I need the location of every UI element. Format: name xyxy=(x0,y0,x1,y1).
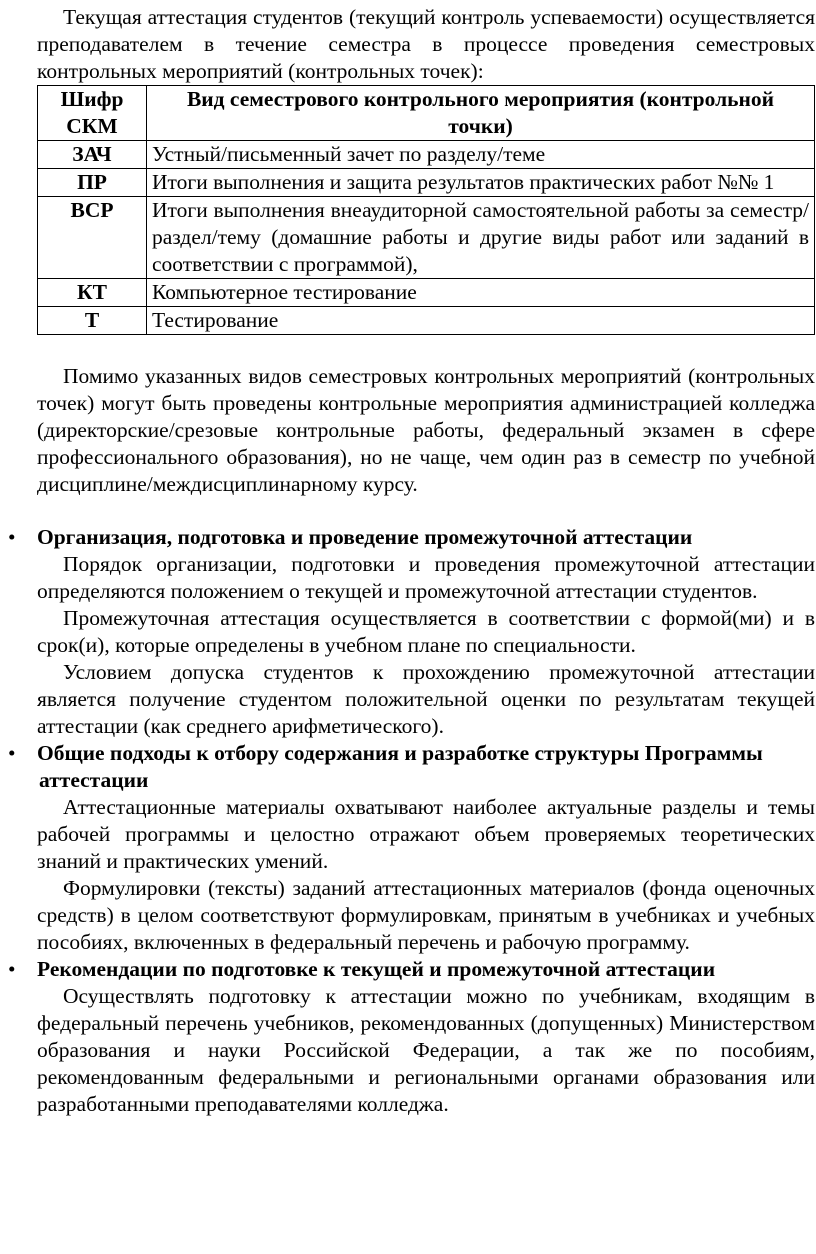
document-page xyxy=(8,4,815,1118)
row-code-cell: ЗАЧ xyxy=(38,141,147,169)
table-row xyxy=(38,169,815,197)
row-code-cell: Т xyxy=(38,307,147,335)
table-row xyxy=(38,307,815,335)
row-code-cell: КТ xyxy=(38,279,147,307)
section-paragraph: Порядок организации, подготовки и проведения промежуточной аттестации определяются положением о текущей и промежуточной аттестации студентов. xyxy=(37,552,815,603)
section-paragraph: Аттестационные материалы охватывают наиболее актуальные разделы и темы рабочей программы и целостно отражают объем проверяемых теоретических знаний и практических умений. xyxy=(37,795,815,873)
row-desc-cell: Итоги выполнения внеаудиторной самостоятельной работы за семестр/раздел/тему (домашние работы и другие виды работ или заданий в соответствии с программой), xyxy=(147,197,815,279)
header-code-cell: Шифр СКМ xyxy=(38,86,147,141)
bullet-icon: • xyxy=(8,525,16,549)
table-row xyxy=(38,197,815,279)
bullet-icon: • xyxy=(8,957,16,981)
header-desc-cell: Вид семестрового контрольного мероприятия (контрольной точки) xyxy=(147,86,815,141)
row-desc-cell: Компьютерное тестирование xyxy=(147,279,815,307)
row-code-cell: ВСР xyxy=(38,197,147,279)
table-header-row xyxy=(38,86,815,141)
section-heading-continuation: аттестации xyxy=(39,768,149,792)
section-heading: Организация, подготовка и проведение промежуточной аттестации xyxy=(37,525,693,549)
section-paragraph: Условием допуска студентов к прохождению промежуточной аттестации является получение студентом положительной оценки по результатам текущей аттестации (как среднего арифметического). xyxy=(37,660,815,738)
row-desc-cell: Тестирование xyxy=(147,307,815,335)
row-desc-cell: Устный/письменный зачет по разделу/теме xyxy=(147,141,815,169)
control-events-table xyxy=(37,85,815,335)
intro-paragraph: Текущая аттестация студентов (текущий контроль успеваемости) осуществляется преподавателем в течение семестра в процессе проведения семестровых контрольных мероприятий (контрольных точек): xyxy=(37,5,815,83)
row-desc-cell: Итоги выполнения и защита результатов практических работ №№ 1 xyxy=(147,169,815,197)
section-heading: Общие подходы к отбору содержания и разработке структуры Программы xyxy=(37,741,763,765)
section-recommendations xyxy=(8,956,815,1118)
section-content-approaches xyxy=(8,740,815,956)
section-organization xyxy=(8,524,815,740)
section-paragraph: Промежуточная аттестация осуществляется в соответствии с формой(ми) и в срок(и), которые определены в учебном плане по специальности. xyxy=(37,606,815,657)
section-heading: Рекомендации по подготовке к текущей и промежуточной аттестации xyxy=(37,957,716,981)
row-code-cell: ПР xyxy=(38,169,147,197)
section-paragraph: Формулировки (тексты) заданий аттестационных материалов (фонда оценочных средств) в целом соответствуют формулировкам, принятым в учебниках и учебных пособиях, включенных в федеральный перечень и рабочую программу. xyxy=(37,876,815,954)
section-paragraph: Осуществлять подготовку к аттестации можно по учебникам, входящим в федеральный перечень учебников, рекомендованных (допущенных) Министерством образования и науки Российской Федерации, а так же по пособиям, рекомендованным федеральными и региональными органами образования или разработанными преподавателями колледжа. xyxy=(37,984,815,1116)
bullet-icon: • xyxy=(8,741,16,765)
admin-paragraph: Помимо указанных видов семестровых контрольных мероприятий (контрольных точек) могут быть проведены контрольные мероприятия администрацией колледжа (директорские/срезовые контрольные работы, федеральный экзамен в сфере профессионального образования), но не чаще, чем один раз в семестр по учебной дисциплине/междисциплинарному курсу. xyxy=(37,364,815,496)
table-row xyxy=(38,279,815,307)
table-row xyxy=(38,141,815,169)
